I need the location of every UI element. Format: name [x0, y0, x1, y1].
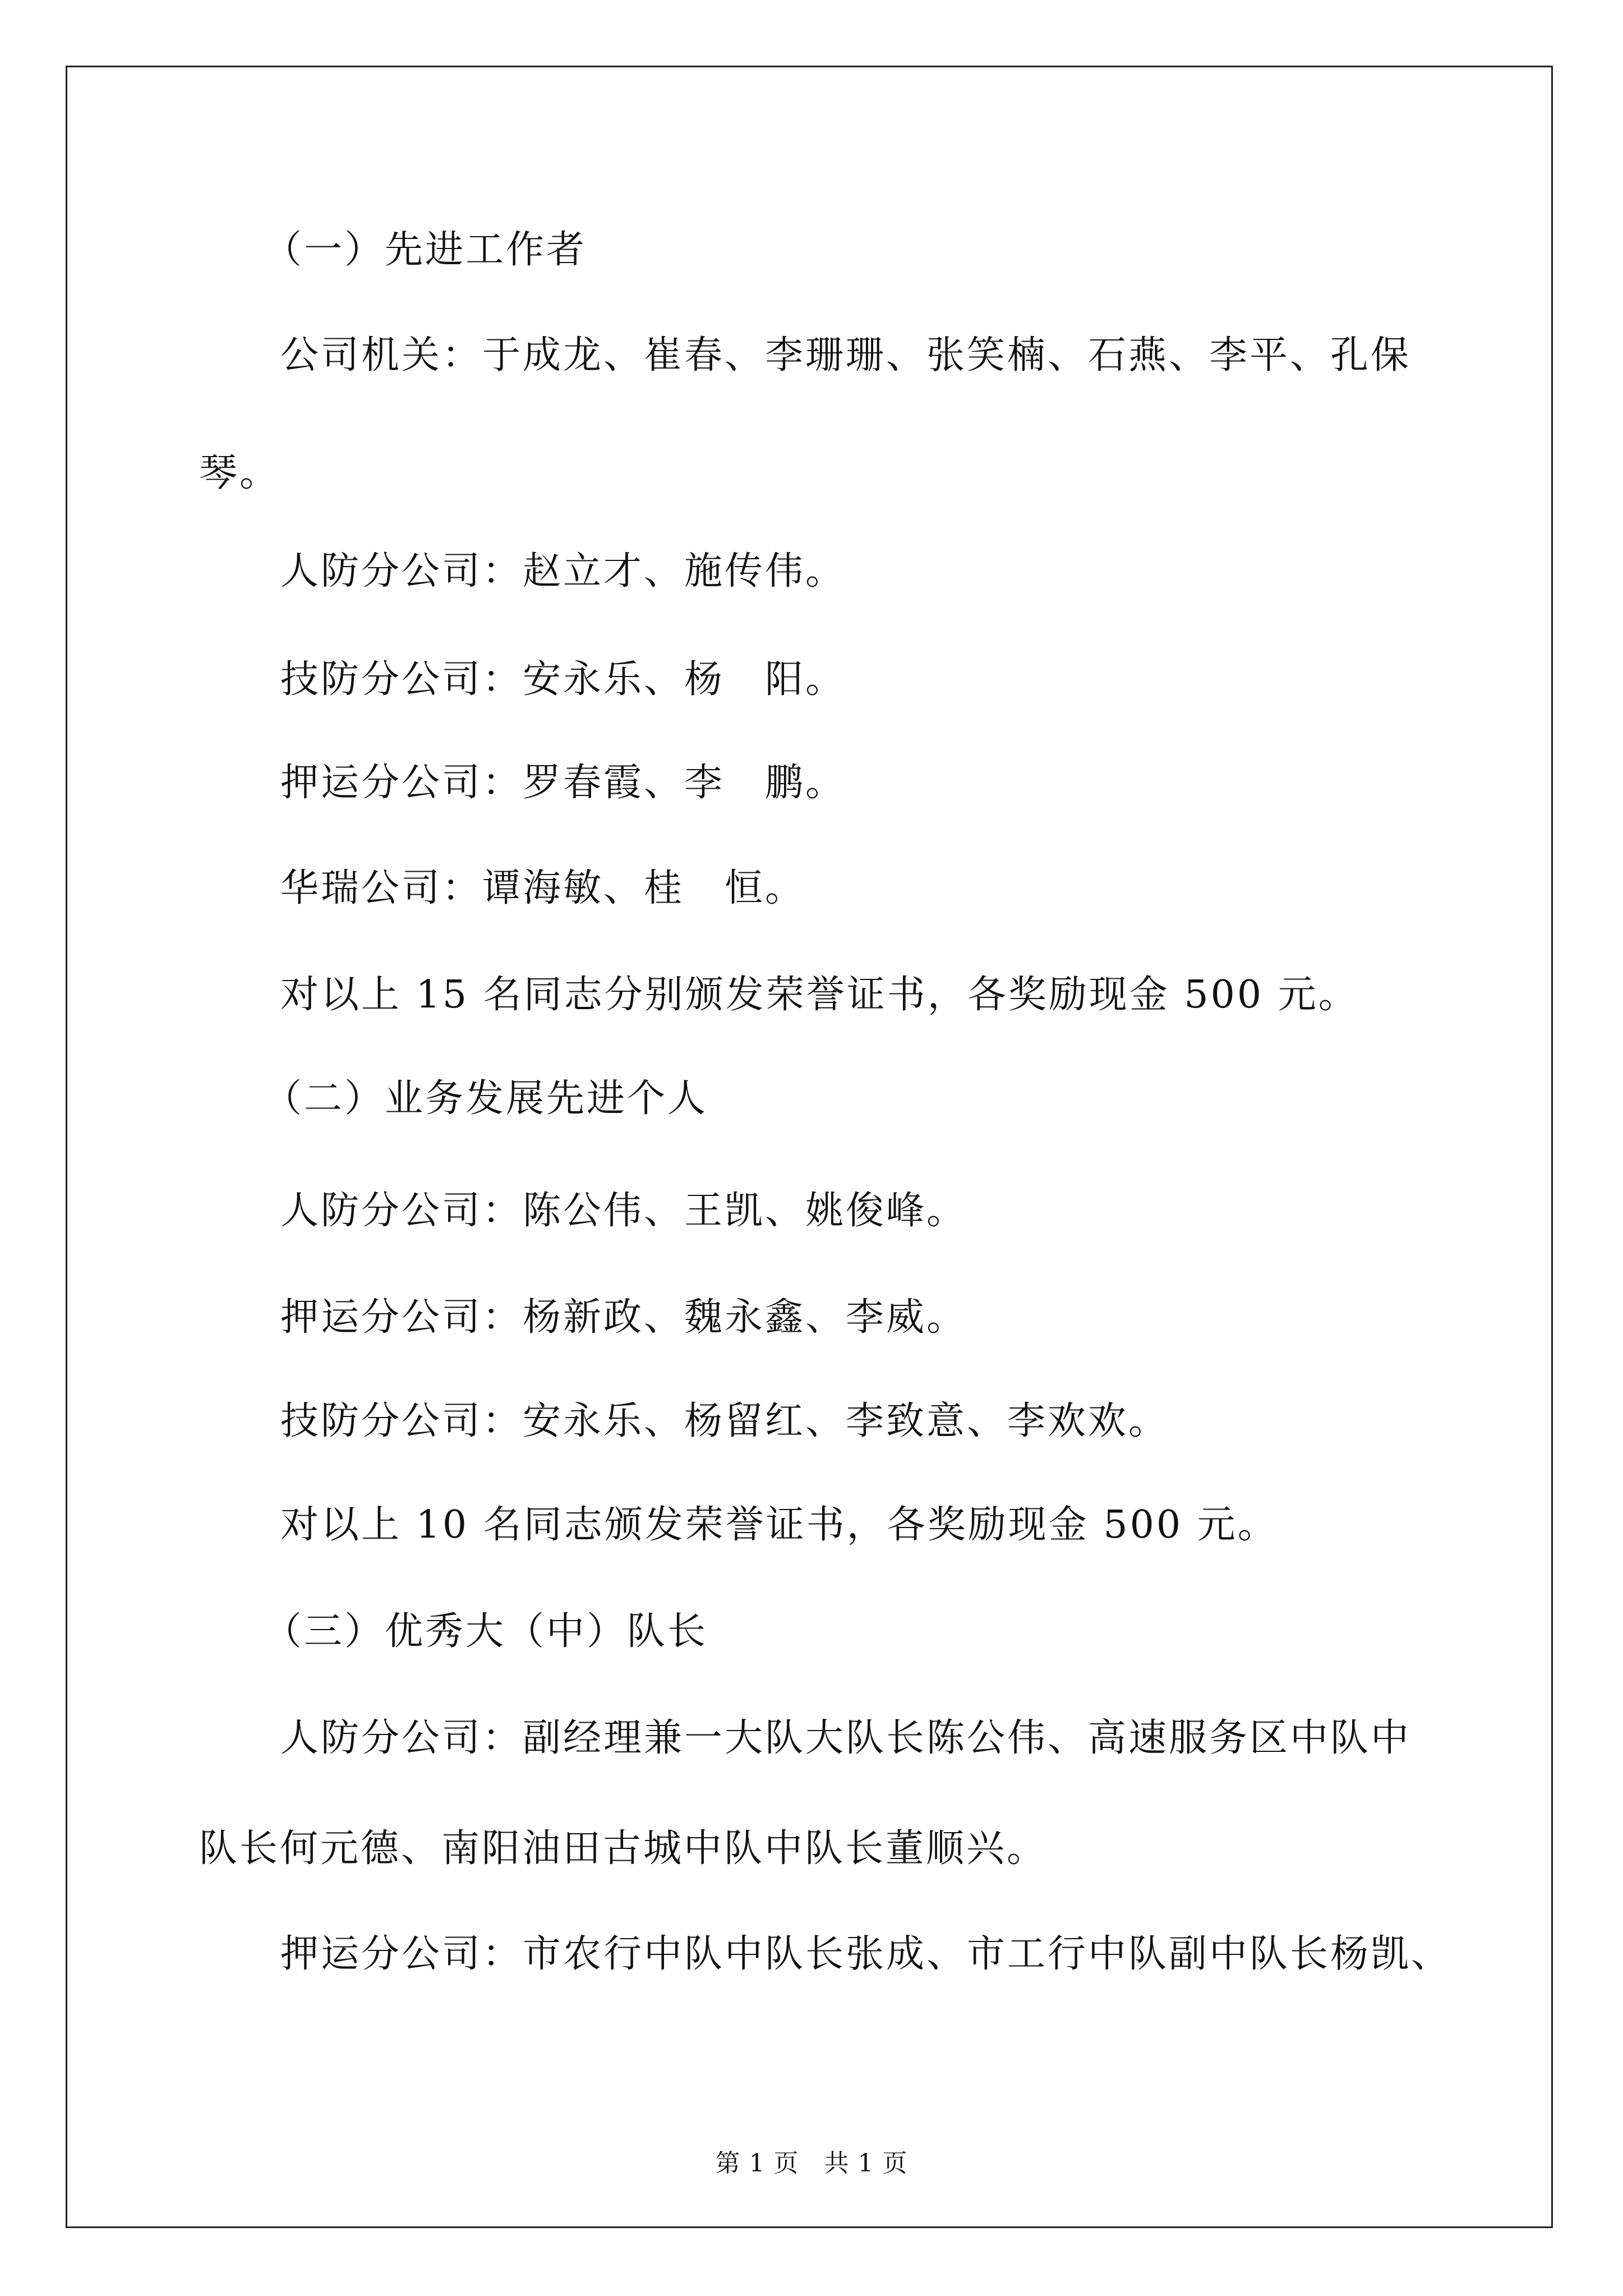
paragraph-line: 押运分公司：杨新政、魏永鑫、李威。	[280, 1295, 967, 1340]
paragraph-line: 人防分公司：副经理兼一大队大队长陈公伟、高速服务区中队中	[280, 1716, 1412, 1760]
paragraph-line: 对以上 10 名同志颁发荣誉证书，各奖励现金 500 元。	[280, 1503, 1278, 1547]
section-heading-1: （一）先进工作者	[264, 228, 587, 272]
paragraph-line: 华瑞公司：谭海敏、桂 恒。	[280, 866, 806, 910]
page-border	[66, 66, 1553, 2228]
paragraph-line: 对以上 15 名同志分别颁发荣誉证书，各奖励现金 500 元。	[280, 973, 1359, 1017]
paragraph-line: 技防分公司：安永乐、杨留红、李致意、李欢欢。	[280, 1399, 1169, 1443]
section-heading-2: （二）业务发展先进个人	[264, 1076, 708, 1121]
paragraph-line: 技防分公司：安永乐、杨 阳。	[280, 657, 846, 702]
paragraph-line: 押运分公司：市农行中队中队长张成、市工行中队副中队长杨凯、	[280, 1932, 1452, 1976]
paragraph-line: 队长何元德、南阳油田古城中队中队长董顺兴。	[199, 1826, 1048, 1871]
paragraph-line: 人防分公司：陈公伟、王凯、姚俊峰。	[280, 1189, 967, 1233]
paragraph-line: 公司机关：于成龙、崔春、李珊珊、张笑楠、石燕、李平、孔保	[280, 333, 1412, 378]
page-number-footer: 第 1 页 共 1 页	[715, 2149, 908, 2178]
section-heading-3: （三）优秀大（中）队长	[264, 1609, 708, 1654]
paragraph-line: 人防分公司：赵立才、施传伟。	[280, 549, 846, 593]
paragraph-line: 押运分公司：罗春霞、李 鹏。	[280, 761, 846, 805]
paragraph-line: 琴。	[199, 451, 280, 495]
